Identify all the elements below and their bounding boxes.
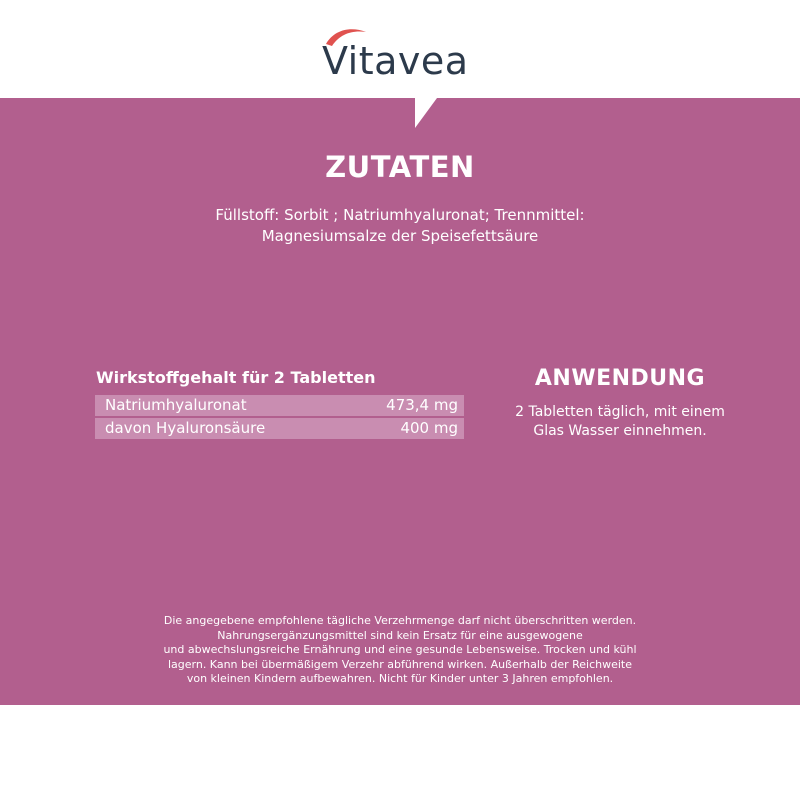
disclaimer-line: und abwechslungsreiche Ernährung und eine gesunde Lebensweise. Trocken und kühl bbox=[163, 643, 637, 656]
active-content-heading: Wirkstoffgehalt für 2 Tabletten bbox=[96, 368, 376, 387]
ingredients-line: Magnesiumsalze der Speisefettsäure bbox=[261, 227, 539, 245]
speech-notch-icon bbox=[0, 98, 800, 138]
usage-line: 2 Tabletten täglich, mit einem bbox=[515, 404, 725, 420]
active-content-value: 473,4 mg bbox=[386, 396, 458, 414]
disclaimer-line: lagern. Kann bei übermäßigem Verzehr abführend wirken. Außerhalb der Reichweite bbox=[167, 657, 633, 671]
header bbox=[0, 0, 800, 98]
ingredients-title: ZUTATEN bbox=[325, 150, 475, 184]
ingredients-line: Füllstoff: Sorbit ; Natriumhyaluronat; Trennmittel: bbox=[215, 206, 585, 224]
usage-line: Glas Wasser einnehmen. bbox=[533, 423, 707, 439]
disclaimer-line: Die angegebene empfohlene tägliche Verzehrmenge darf nicht überschritten werden. bbox=[163, 614, 637, 627]
active-content-row bbox=[95, 395, 464, 416]
disclaimer-line: Nahrungsergänzungsmittel sind kein Ersatz für eine ausgewogene bbox=[217, 628, 583, 642]
usage-title: ANWENDUNG bbox=[534, 366, 706, 391]
active-content-value: 400 mg bbox=[400, 419, 458, 437]
logo-wordmark: Vitavea bbox=[322, 39, 469, 83]
disclaimer-text bbox=[0, 614, 800, 687]
disclaimer-line: von kleinen Kindern aufbewahren. Nicht für Kinder unter 3 Jahren empfohlen. bbox=[186, 672, 614, 685]
active-content-row bbox=[95, 418, 464, 439]
ingredients-text bbox=[0, 205, 800, 247]
usage-text bbox=[480, 403, 760, 441]
active-content-name: davon Hyaluronsäure bbox=[105, 419, 266, 437]
active-content-name: Natriumhyaluronat bbox=[105, 396, 247, 414]
brand-logo bbox=[322, 22, 482, 82]
